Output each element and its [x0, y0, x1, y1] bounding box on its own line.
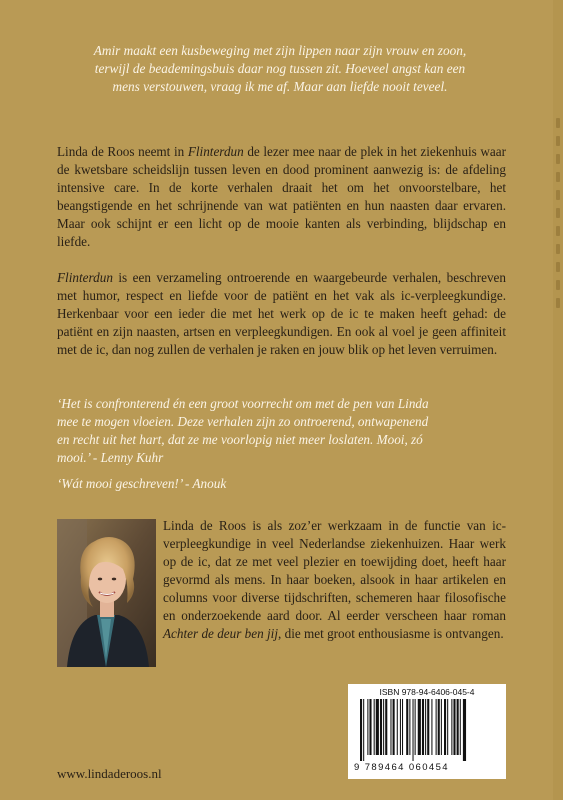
book-title: Flinterdun [187, 144, 244, 159]
spine-marks [555, 118, 561, 328]
intro-rest: de lezer mee naar de plek in het ziekenhuis waar de kwetsbare scheidslijn tussen leven en dood prominent aanwezig is: de afdeling intensive care. In de korte verhalen draait het om het onvoorstelbare, het beangstigende en het schrijnende van wat patiënten en hun naasten daar ervaren. Maar ook schijnt er een licht op de mooie kanten als verbinding, blijdschap en liefde. [57, 144, 506, 249]
intro-lead: Linda de Roos neemt in [57, 144, 188, 159]
praise-line: mooi.’ - Lenny Kuhr [57, 450, 164, 465]
opening-quote [54, 42, 506, 96]
description-paragraph [57, 269, 506, 359]
author-bio [163, 517, 506, 643]
praise-anouk [57, 475, 506, 493]
intro-paragraph [57, 143, 506, 251]
book-title: Flinterdun [57, 270, 113, 285]
barcode-bars [356, 699, 500, 761]
quote-line: mens verstouwen, vraag ik me af. Maar aan liefde nooit teveel. [112, 79, 448, 94]
quote-line: Amir maakt een kusbeweging met zijn lippen naar zijn vrouw en zoon, [93, 43, 467, 58]
isbn-label: ISBN 978-94-6406-045-4 [379, 687, 475, 697]
spine-edge [553, 0, 563, 800]
author-bio-text: Linda de Roos is als zoz’er werkzaam in de functie van ic-verpleegkundige in veel Nederlandse ziekenhuizen. Haar werk op de ic, dat ze met veel plezier en toewijding doet, heeft haar gevormd als mens. In haar boeken, alsook in haar artikelen en columns voor diverse tijdschriften, schemeren haar filosofische en onderzoekende aard door. Al eerder verscheen haar roman [163, 518, 506, 623]
praise-lenny-kuhr [57, 395, 506, 467]
previous-book-title: Achter de deur ben jij [163, 626, 278, 641]
praise-line: ‘Wát mooi geschreven!’ - Anouk [57, 476, 227, 491]
author-bio-text-end: , die met groot enthousiasme is ontvangen. [278, 626, 504, 641]
praise-line: ‘Het is confronterend én een groot voorrecht om met de pen van Linda [57, 396, 429, 411]
praise-line: en recht uit het hart, dat ze me voorlopig niet meer loslaten. Mooi, zó [57, 432, 423, 447]
author-website[interactable]: www.lindaderoos.nl [57, 766, 162, 781]
praise-line: mee te mogen vloeien. Deze verhalen zijn zo ontroerend, ontwapenend [57, 414, 429, 429]
quote-line: terwijl de beademingsbuis daar nog tussen zit. Hoeveel angst kan een [94, 61, 466, 76]
description-rest: is een verzameling ontroerende en waargebeurde verhalen, beschreven met humor, respect en liefde voor de patiënt en het vak als ic-verpleegkundige. Herkenbaar voor een ieder die met het werk op de ic te maken heeft gehad: de patiënt en zijn naasten, artsen en verpleegkundigen. En ook al voel je geen affiniteit met de ic, dan nog zullen de verhalen je raken en jouw blik op het leven verruimen. [57, 270, 506, 357]
author-photo [57, 519, 156, 667]
barcode-digits: 9 789464 060454 [354, 762, 449, 773]
isbn-barcode [348, 684, 506, 779]
